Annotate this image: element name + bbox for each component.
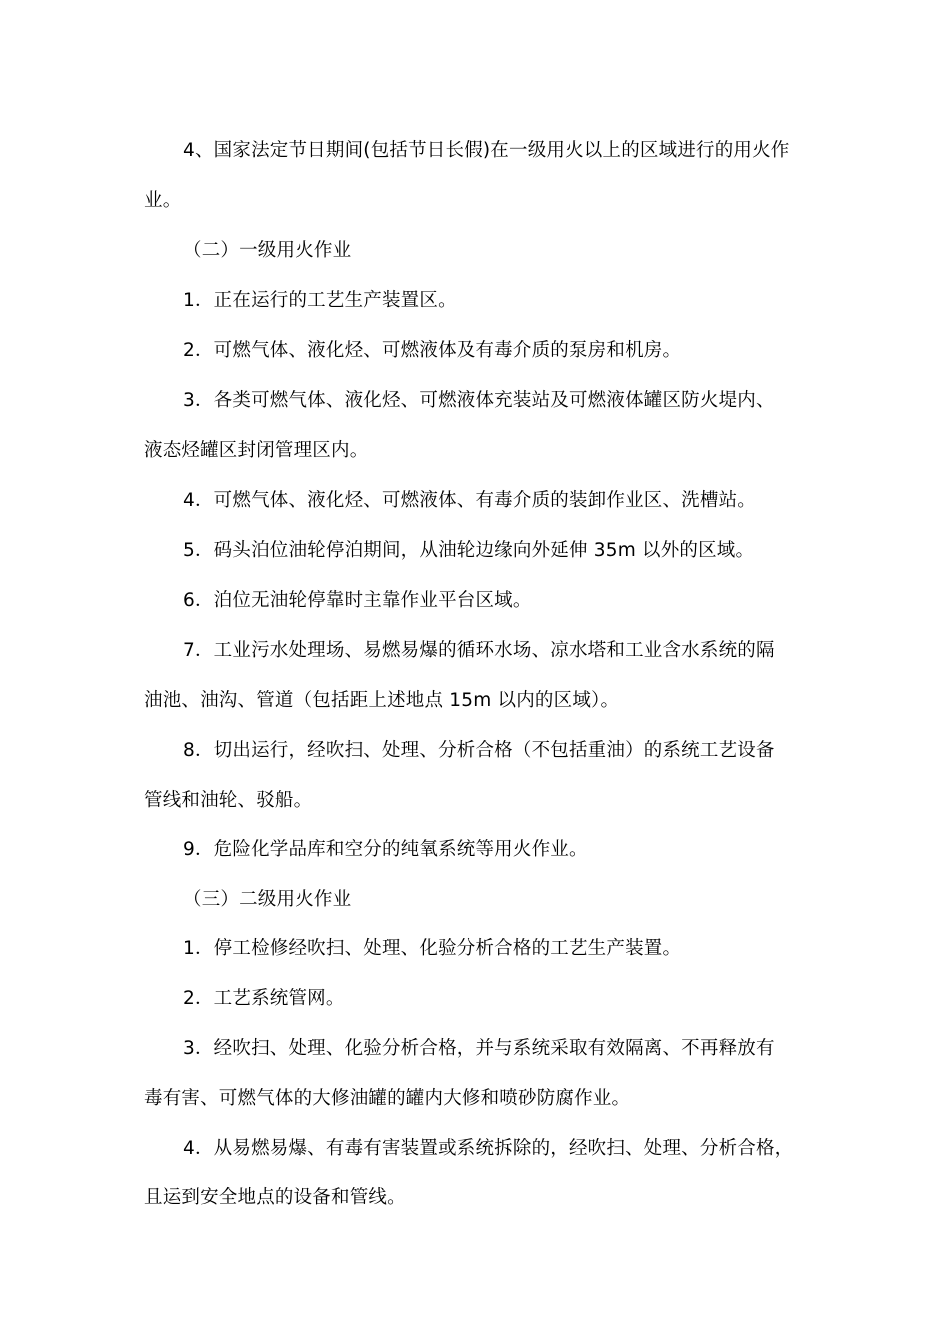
paragraph-line: 且运到安全地点的设备和管线。 <box>144 1187 406 1208</box>
paragraph-line: 油池、油沟、管道（包括距上述地点 15m 以内的区域）。 <box>144 690 620 711</box>
paragraph-line: 8．切出运行，经吹扫、处理、分析合格（不包括重油）的系统工艺设备 <box>183 740 775 761</box>
section-heading: （二）一级用火作业 <box>183 240 352 261</box>
paragraph-line: 6．泊位无油轮停靠时主靠作业平台区域。 <box>183 590 532 611</box>
paragraph-line: 5．码头泊位油轮停泊期间，从油轮边缘向外延伸 35m 以外的区域。 <box>183 540 755 561</box>
paragraph-line: 1．停工检修经吹扫、处理、化验分析合格的工艺生产装置。 <box>183 938 682 959</box>
paragraph-line: 3．各类可燃气体、液化烃、可燃液体充装站及可燃液体罐区防火堤内、 <box>183 390 775 411</box>
section-heading: （三）二级用火作业 <box>183 889 352 910</box>
paragraph-line: 业。 <box>144 190 182 211</box>
paragraph-line: 液态烃罐区封闭管理区内。 <box>144 440 369 461</box>
paragraph-line: 管线和油轮、驳船。 <box>144 790 313 811</box>
paragraph-line: 4、国家法定节日期间(包括节日长假)在一级用火以上的区域进行的用火作 <box>183 140 790 161</box>
paragraph-line: 4．可燃气体、液化烃、可燃液体、有毒介质的装卸作业区、洗槽站。 <box>183 490 756 511</box>
paragraph-line: 4．从易燃易爆、有毒有害装置或系统拆除的，经吹扫、处理、分析合格， <box>183 1138 794 1159</box>
paragraph-line: 1．正在运行的工艺生产装置区。 <box>183 290 457 311</box>
paragraph-line: 2．可燃气体、液化烃、可燃液体及有毒介质的泵房和机房。 <box>183 340 682 361</box>
paragraph-line: 7．工业污水处理场、易燃易爆的循环水场、凉水塔和工业含水系统的隔 <box>183 640 775 661</box>
paragraph-line: 3．经吹扫、处理、化验分析合格，并与系统采取有效隔离、不再释放有 <box>183 1038 775 1059</box>
paragraph-line: 2．工艺系统管网。 <box>183 988 345 1009</box>
paragraph-line: 毒有害、可燃气体的大修油罐的罐内大修和喷砂防腐作业。 <box>144 1088 631 1109</box>
paragraph-line: 9．危险化学品库和空分的纯氧系统等用火作业。 <box>183 839 588 860</box>
